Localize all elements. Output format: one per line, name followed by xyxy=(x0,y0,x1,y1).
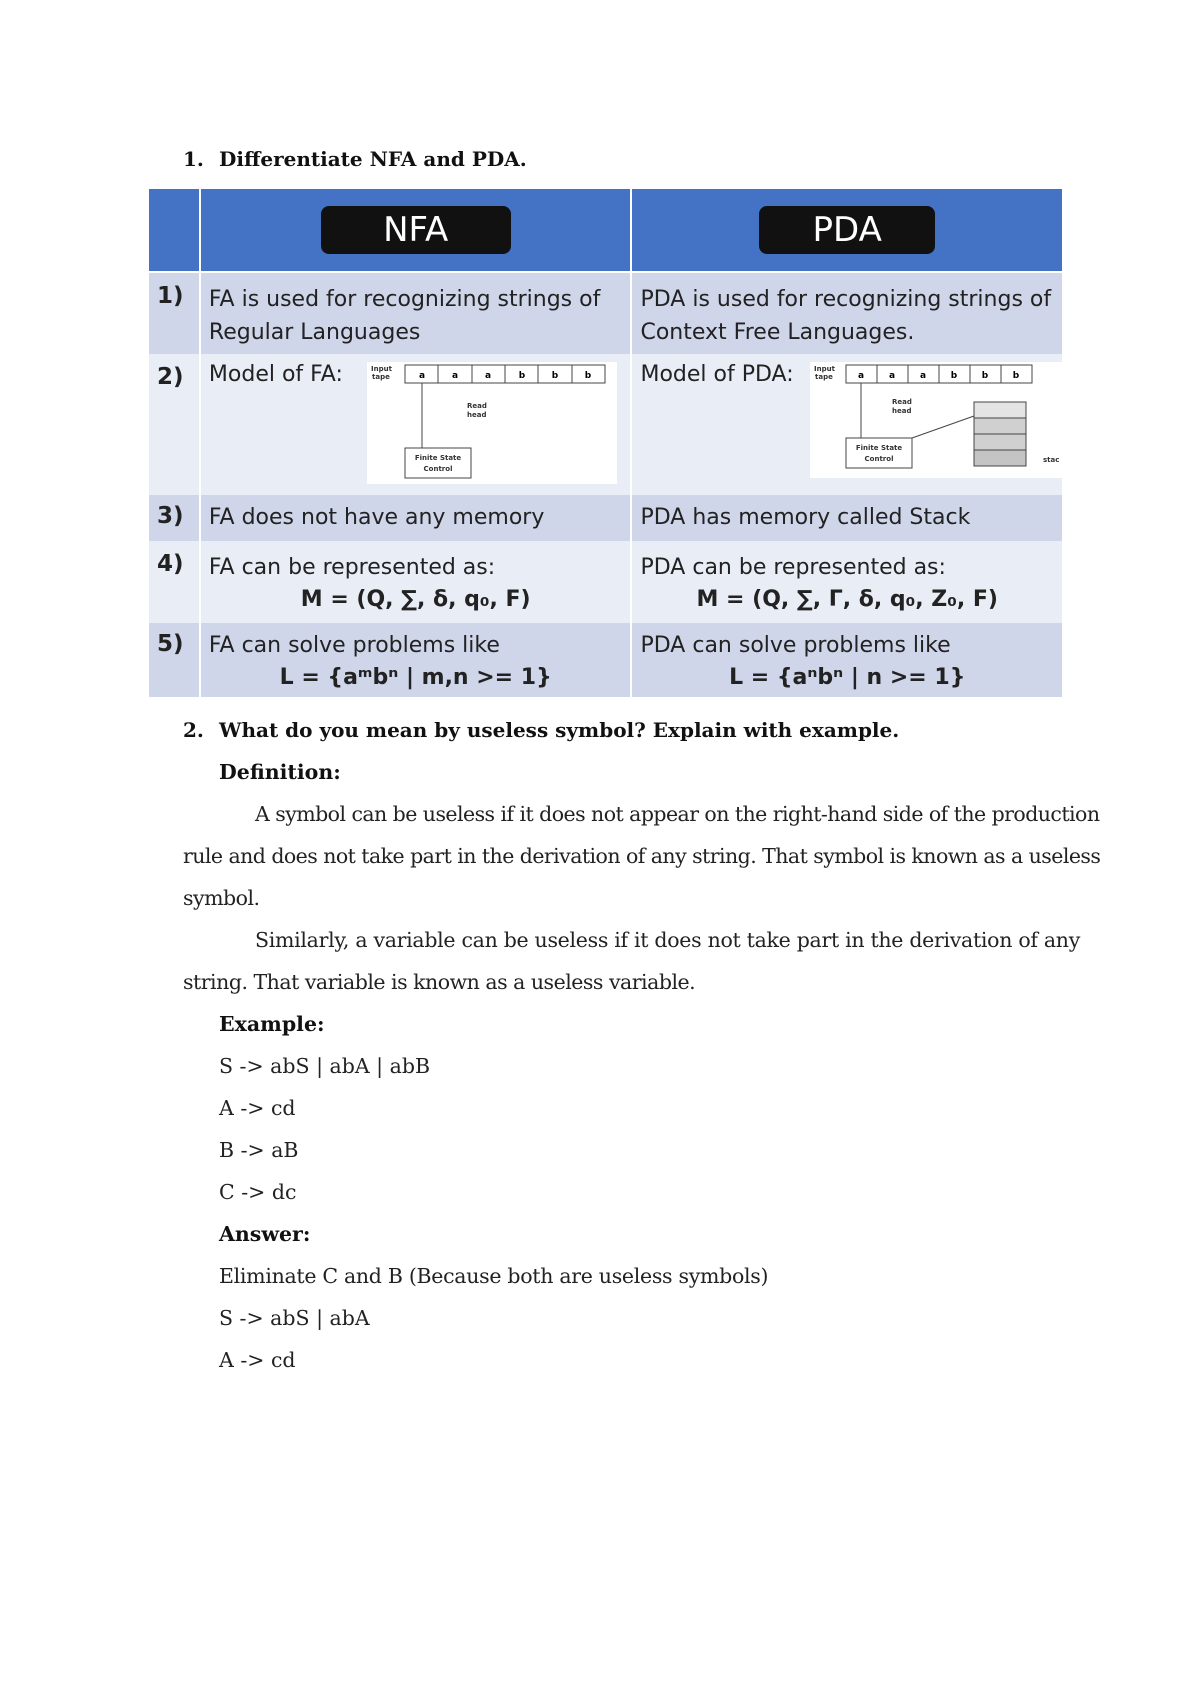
fa-control-box xyxy=(405,448,471,478)
row-index: 3) xyxy=(149,495,200,541)
pda-read-head-label-1: Read xyxy=(892,398,913,407)
fa-read-head-label-1: Read xyxy=(466,402,487,411)
row-4-pda-text: PDA can be represented as: xyxy=(640,554,946,580)
fa-tape-cell: b xyxy=(584,371,592,382)
definition-para-1-line-1: A symbol can be useless if it does not appear on the right-hand side of the production xyxy=(255,802,1100,826)
nfa-pda-comparison-table xyxy=(149,189,1062,697)
fa-tape-cell: b xyxy=(551,371,559,382)
row-1-nfa-line-2: Regular Languages xyxy=(208,320,421,346)
example-rule: C -> dc xyxy=(219,1180,297,1204)
pda-tape-cell: a xyxy=(920,371,927,382)
fa-tape-label: tape xyxy=(371,373,390,382)
table-row xyxy=(149,354,1062,494)
header-nfa-label: NFA xyxy=(321,206,511,254)
example-rule: S -> abS | abA | abB xyxy=(219,1054,431,1078)
row-4-nfa-text: FA can be represented as: xyxy=(208,554,496,580)
pda-control-box xyxy=(846,438,912,468)
row-1-pda-line-2: Context Free Languages. xyxy=(640,320,915,346)
pda-control-label-1: Finite State xyxy=(856,444,903,453)
table-row xyxy=(149,623,1062,697)
pda-input-tape xyxy=(846,365,1032,383)
row-5-pda-cell xyxy=(631,623,1062,697)
row-5-nfa-formula: L = {aᵐbⁿ | m,n >= 1} xyxy=(279,664,552,690)
pda-input-label: Input xyxy=(814,365,836,374)
header-pda-cell xyxy=(631,189,1062,272)
row-4-nfa-formula: M = (Q, ∑, δ, q₀, F) xyxy=(300,586,531,612)
pda-model-diagram xyxy=(810,362,1063,478)
pda-tape-cell: b xyxy=(951,371,958,382)
row-1-nfa-cell xyxy=(200,272,632,354)
fa-tape-cell: a xyxy=(484,371,491,382)
pda-model-svg xyxy=(810,362,1063,478)
fa-input-label: Input xyxy=(370,365,392,374)
question-2-heading xyxy=(183,718,899,742)
fa-control-label-2: Control xyxy=(423,465,453,474)
fa-model-diagram xyxy=(367,362,617,484)
header-nfa-cell xyxy=(200,189,632,272)
answer-line: Eliminate C and B (Because both are useless symbols) xyxy=(219,1264,769,1288)
row-1-pda-line-1: PDA is used for recognizing strings of xyxy=(640,287,1052,313)
model-pda-label: Model of PDA: xyxy=(640,362,794,388)
row-3-nfa-text: FA does not have any memory xyxy=(208,504,545,530)
definition-para-1-line-3: symbol. xyxy=(183,886,260,910)
row-3-pda-cell xyxy=(631,495,1062,541)
row-4-pda-cell xyxy=(631,541,1062,623)
answer-line: A -> cd xyxy=(219,1348,296,1372)
pda-stack-label: stac xyxy=(1043,456,1060,465)
row-index: 2) xyxy=(149,354,200,494)
question-2-title: What do you mean by useless symbol? Explain with example. xyxy=(219,718,900,742)
table-row xyxy=(149,541,1062,623)
question-2-number: 2. xyxy=(183,718,204,742)
pda-tape-cell: b xyxy=(982,371,989,382)
definition-label: Definition: xyxy=(219,760,341,784)
model-fa-label: Model of FA: xyxy=(208,362,343,388)
pda-tape-cell: b xyxy=(1013,371,1020,382)
header-index-cell xyxy=(149,189,200,272)
row-5-pda-text: PDA can solve problems like xyxy=(640,632,951,658)
pda-tape-cell: a xyxy=(889,371,896,382)
row-index: 5) xyxy=(149,623,200,697)
example-label: Example: xyxy=(219,1012,325,1036)
question-1-title: Differentiate NFA and PDA. xyxy=(219,147,527,171)
fa-read-head-label-2: head xyxy=(466,411,487,420)
pda-tape-cell: a xyxy=(858,371,865,382)
row-1-nfa-line-1: FA is used for recognizing strings of xyxy=(208,287,601,313)
table-row xyxy=(149,495,1062,541)
table-row xyxy=(149,272,1062,354)
row-1-pda-cell xyxy=(631,272,1062,354)
row-index: 1) xyxy=(149,272,200,354)
row-4-pda-formula: M = (Q, ∑, Γ, δ, q₀, Z₀, F) xyxy=(696,586,998,612)
pda-control-label-2: Control xyxy=(865,455,894,464)
row-index: 4) xyxy=(149,541,200,623)
pda-read-head-label-2: head xyxy=(892,407,912,416)
row-3-pda-text: PDA has memory called Stack xyxy=(640,504,971,530)
row-2-pda-cell xyxy=(631,354,1062,494)
fa-control-label-1: Finite State xyxy=(414,454,462,463)
definition-para-1-line-2: rule and does not take part in the derivation of any string. That symbol is known as a useless xyxy=(183,844,1101,868)
row-3-nfa-cell xyxy=(200,495,632,541)
example-rule: B -> aB xyxy=(219,1138,299,1162)
fa-input-tape xyxy=(405,365,605,383)
header-pda-label: PDA xyxy=(759,206,935,254)
row-5-nfa-text: FA can solve problems like xyxy=(208,632,500,658)
answer-label: Answer: xyxy=(219,1222,311,1246)
table-header-row xyxy=(149,189,1062,272)
pda-stack xyxy=(974,402,1026,466)
example-rule: A -> cd xyxy=(219,1096,296,1120)
row-5-pda-formula: L = {aⁿbⁿ | n >= 1} xyxy=(729,664,966,690)
row-5-nfa-cell xyxy=(200,623,632,697)
definition-para-2-line-2: string. That variable is known as a useless variable. xyxy=(183,970,696,994)
question-1-heading xyxy=(183,147,527,171)
answer-line: S -> abS | abA xyxy=(219,1306,370,1330)
question-1-number: 1. xyxy=(183,147,204,171)
row-4-nfa-cell xyxy=(200,541,632,623)
fa-tape-cell: a xyxy=(418,371,425,382)
pda-stack-arrow xyxy=(912,416,974,438)
fa-tape-cell: a xyxy=(451,371,458,382)
definition-para-2-line-1: Similarly, a variable can be useless if it does not take part in the derivation of any xyxy=(255,928,1080,952)
fa-model-svg xyxy=(367,362,617,484)
row-2-nfa-cell xyxy=(200,354,632,494)
fa-tape-cell: b xyxy=(518,371,526,382)
pda-tape-label: tape xyxy=(815,373,834,382)
